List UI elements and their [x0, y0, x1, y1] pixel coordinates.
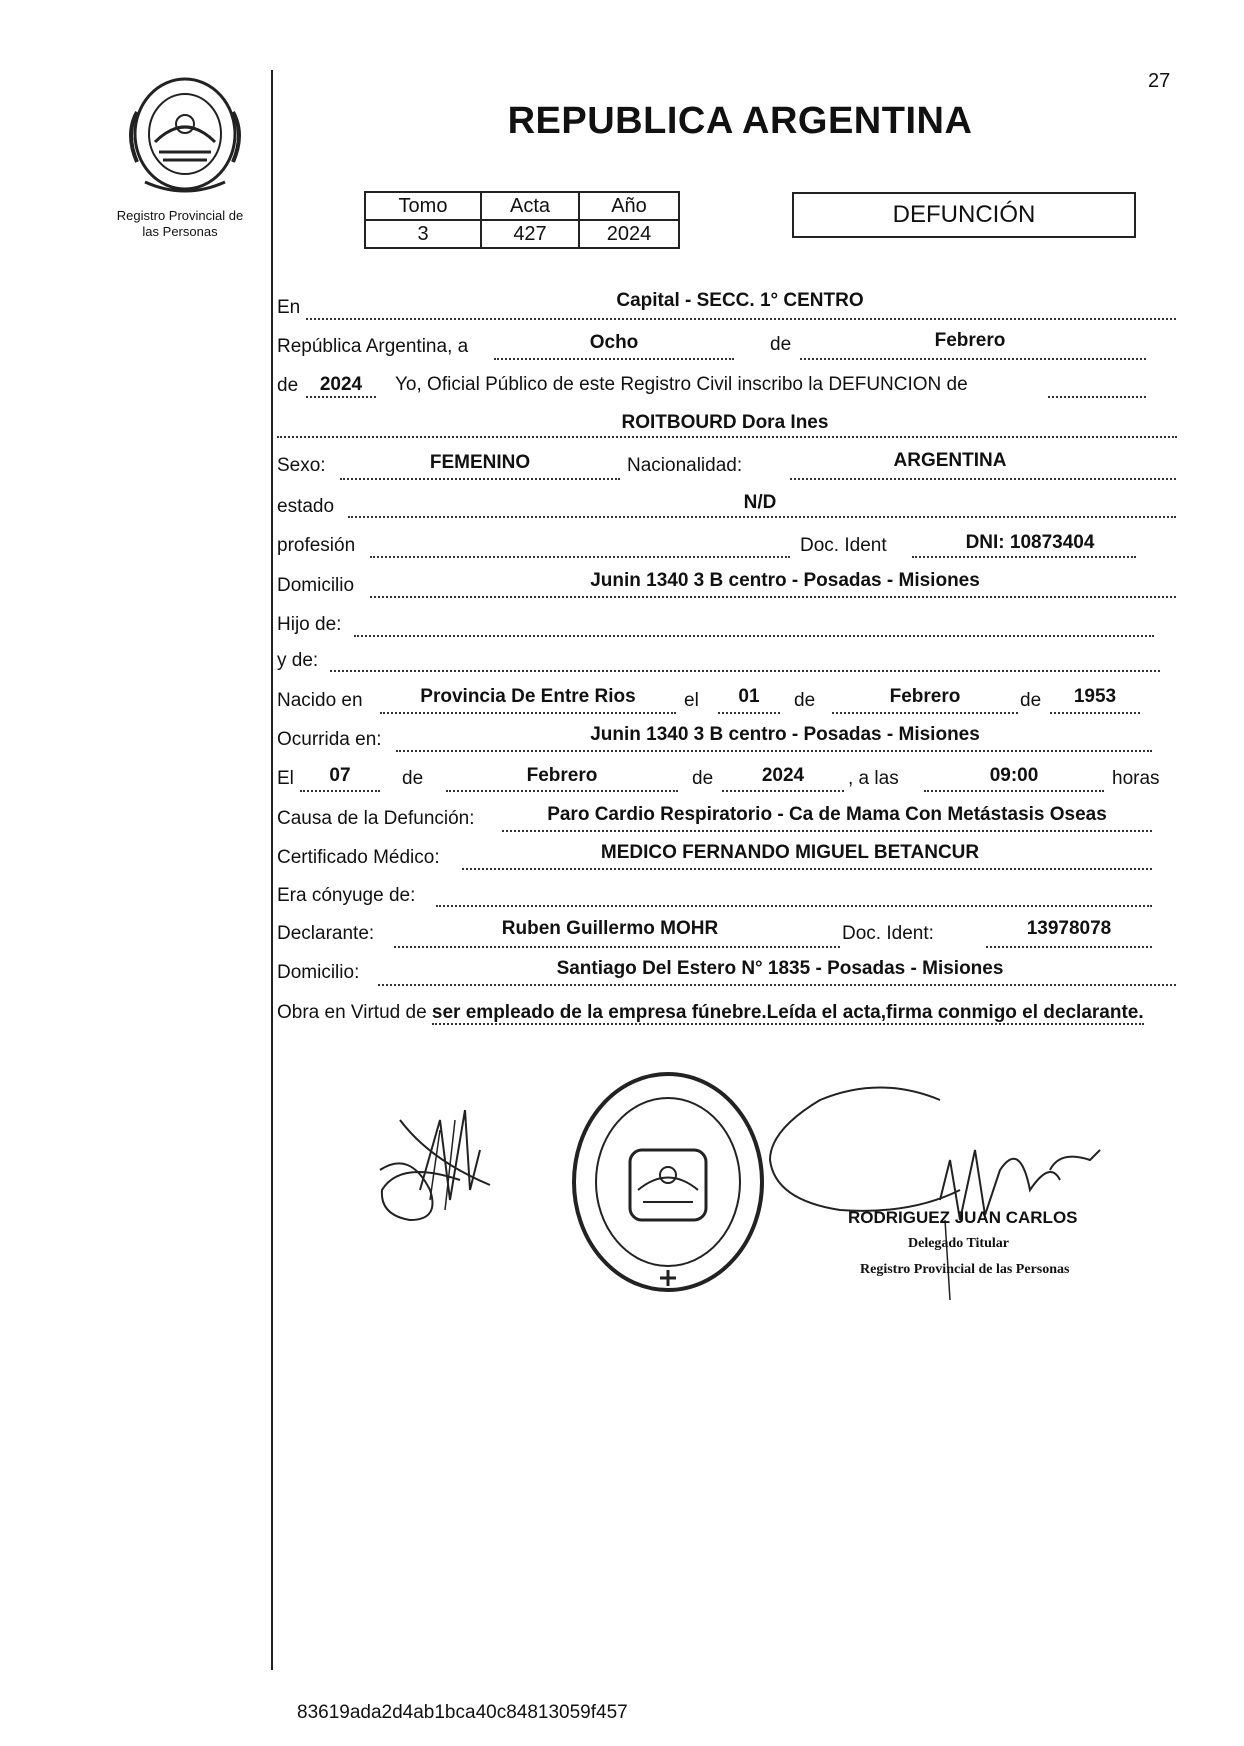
profesion-label: profesión	[277, 535, 356, 556]
estado-label: estado	[277, 496, 335, 517]
dotted-line	[462, 868, 1152, 870]
table-header-anio: Año	[579, 192, 679, 220]
causa-value: Paro Cardio Respiratorio - Ca de Mama Con Metástasis Oseas	[547, 804, 1107, 825]
el-label: El	[277, 768, 294, 789]
fallecimiento-anio: 2024	[761, 765, 805, 786]
fallecimiento-dia: 07	[329, 765, 351, 786]
nacimiento-de2-label: de	[1020, 690, 1042, 711]
mes-value: Febrero	[934, 330, 1006, 351]
dotted-line	[340, 478, 620, 480]
provincial-emblem-icon	[115, 72, 255, 202]
fallecimiento-mes: Febrero	[526, 765, 598, 786]
dotted-line	[300, 790, 380, 792]
nacimiento-dia: 01	[738, 686, 760, 707]
dotted-line	[832, 712, 1018, 714]
dotted-line	[446, 790, 678, 792]
registro-line-2: las Personas	[142, 224, 218, 239]
dia-value: Ocho	[589, 332, 639, 353]
dotted-line	[800, 358, 1146, 360]
doc-ident-label: Doc. Ident	[800, 535, 887, 556]
dotted-line	[494, 358, 734, 360]
fallecido-nombre: ROITBOURD Dora Ines	[621, 412, 829, 433]
declarante-domicilio-value: Santiago Del Estero N° 1835 - Posadas - Misiones	[556, 958, 1004, 979]
document-type-box: DEFUNCIÓN	[792, 192, 1136, 238]
dotted-line	[380, 712, 676, 714]
dotted-line	[790, 478, 1176, 480]
y-de-label: y de:	[277, 650, 319, 671]
obra-label: Obra en Virtud de	[277, 1002, 427, 1023]
nacido-value: Provincia De Entre Rios	[420, 686, 636, 707]
obra-value: ser empleado de la empresa fúnebre.Leída el acta,firma conmigo el declarante.	[431, 1002, 1144, 1023]
domicilio-label: Domicilio	[277, 575, 355, 596]
dotted-line	[722, 790, 844, 792]
nacionalidad-label: Nacionalidad:	[627, 455, 743, 476]
declarante-label: Declarante:	[277, 923, 375, 944]
registro-caption	[100, 208, 260, 240]
page-number: 27	[1148, 70, 1171, 92]
hora-value: 09:00	[989, 765, 1039, 786]
dotted-line	[718, 712, 780, 714]
official-name: RODRIGUEZ JUAN CARLOS	[848, 1208, 1078, 1227]
dotted-line	[277, 436, 1177, 438]
nacionalidad-value: ARGENTINA	[893, 450, 1007, 471]
table-value-acta: 427	[481, 220, 579, 248]
nacimiento-anio: 1953	[1073, 686, 1117, 707]
republica-label: República Argentina, a	[277, 336, 469, 357]
dotted-line	[502, 830, 1152, 832]
estado-value: N/D	[743, 492, 777, 513]
table-value-anio: 2024	[579, 220, 679, 248]
official-seal-icon	[568, 1070, 768, 1300]
doc-ident-value: DNI: 10873404	[965, 532, 1095, 553]
sexo-value: FEMENINO	[429, 452, 531, 473]
dotted-line	[924, 790, 1104, 792]
conyuge-label: Era cónyuge de:	[277, 885, 416, 906]
inscribo-text: Yo, Oficial Público de este Registro Civil inscribo la DEFUNCION de	[395, 374, 968, 395]
anio-prefix: de	[277, 375, 299, 396]
lugar-value: Capital - SECC. 1° CENTRO	[616, 290, 864, 311]
dotted-line	[394, 946, 840, 948]
dotted-line	[436, 905, 1152, 907]
registro-line-1: Registro Provincial de	[116, 208, 244, 223]
dotted-line	[306, 396, 376, 398]
domicilio-value: Junin 1340 3 B centro - Posadas - Misiones	[590, 570, 980, 591]
table-value-tomo: 3	[365, 220, 481, 248]
fallecimiento-de2-label: de	[692, 768, 714, 789]
official-role: Delegado Titular	[908, 1236, 1009, 1251]
horas-label: horas	[1112, 768, 1160, 789]
dotted-line	[348, 516, 1176, 518]
table-header-tomo: Tomo	[365, 192, 481, 220]
a-las-label: , a las	[848, 768, 899, 789]
nacido-el-label: el	[684, 690, 699, 711]
hijo-de-label: Hijo de:	[277, 614, 342, 635]
dotted-line	[1050, 712, 1140, 714]
certificado-value: MEDICO FERNANDO MIGUEL BETANCUR	[600, 842, 980, 863]
dotted-line	[396, 750, 1152, 752]
anio-value: 2024	[319, 374, 363, 395]
dotted-line	[912, 556, 1136, 558]
dotted-line	[306, 318, 1176, 320]
declarante-domicilio-label: Domicilio:	[277, 962, 360, 983]
en-label: En	[277, 297, 301, 318]
dotted-line	[986, 946, 1152, 948]
left-margin-line	[271, 70, 273, 1670]
declarante-doc-value: 13978078	[1026, 918, 1112, 939]
document-hash: 83619ada2d4ab1bca40c84813059f457	[297, 1702, 628, 1723]
dotted-line	[354, 635, 1154, 637]
ocurrida-value: Junin 1340 3 B centro - Posadas - Misiones	[590, 724, 980, 745]
certificado-label: Certificado Médico:	[277, 847, 440, 868]
declarante-doc-label: Doc. Ident:	[842, 923, 934, 944]
dotted-line	[330, 670, 1160, 672]
sexo-label: Sexo:	[277, 455, 326, 476]
dotted-line	[370, 596, 1176, 598]
declarante-value: Ruben Guillermo MOHR	[501, 918, 719, 939]
page-title: REPUBLICA ARGENTINA	[507, 100, 973, 142]
ocurrida-label: Ocurrida en:	[277, 729, 382, 750]
fallecimiento-de-label: de	[402, 768, 424, 789]
declarant-signature-icon	[370, 1090, 540, 1240]
causa-label: Causa de la Defunción:	[277, 808, 475, 829]
tomo-acta-anio-table	[364, 191, 680, 249]
obra-en-virtud	[277, 998, 1177, 1028]
dotted-line	[1048, 396, 1146, 398]
nacimiento-mes: Febrero	[889, 686, 961, 707]
dotted-line	[370, 556, 790, 558]
de-label: de	[770, 334, 792, 355]
nacido-label: Nacido en	[277, 690, 363, 711]
official-office: Registro Provincial de las Personas	[860, 1262, 1070, 1277]
table-header-acta: Acta	[481, 192, 579, 220]
dotted-line	[378, 984, 1176, 986]
nacimiento-de-label: de	[794, 690, 816, 711]
